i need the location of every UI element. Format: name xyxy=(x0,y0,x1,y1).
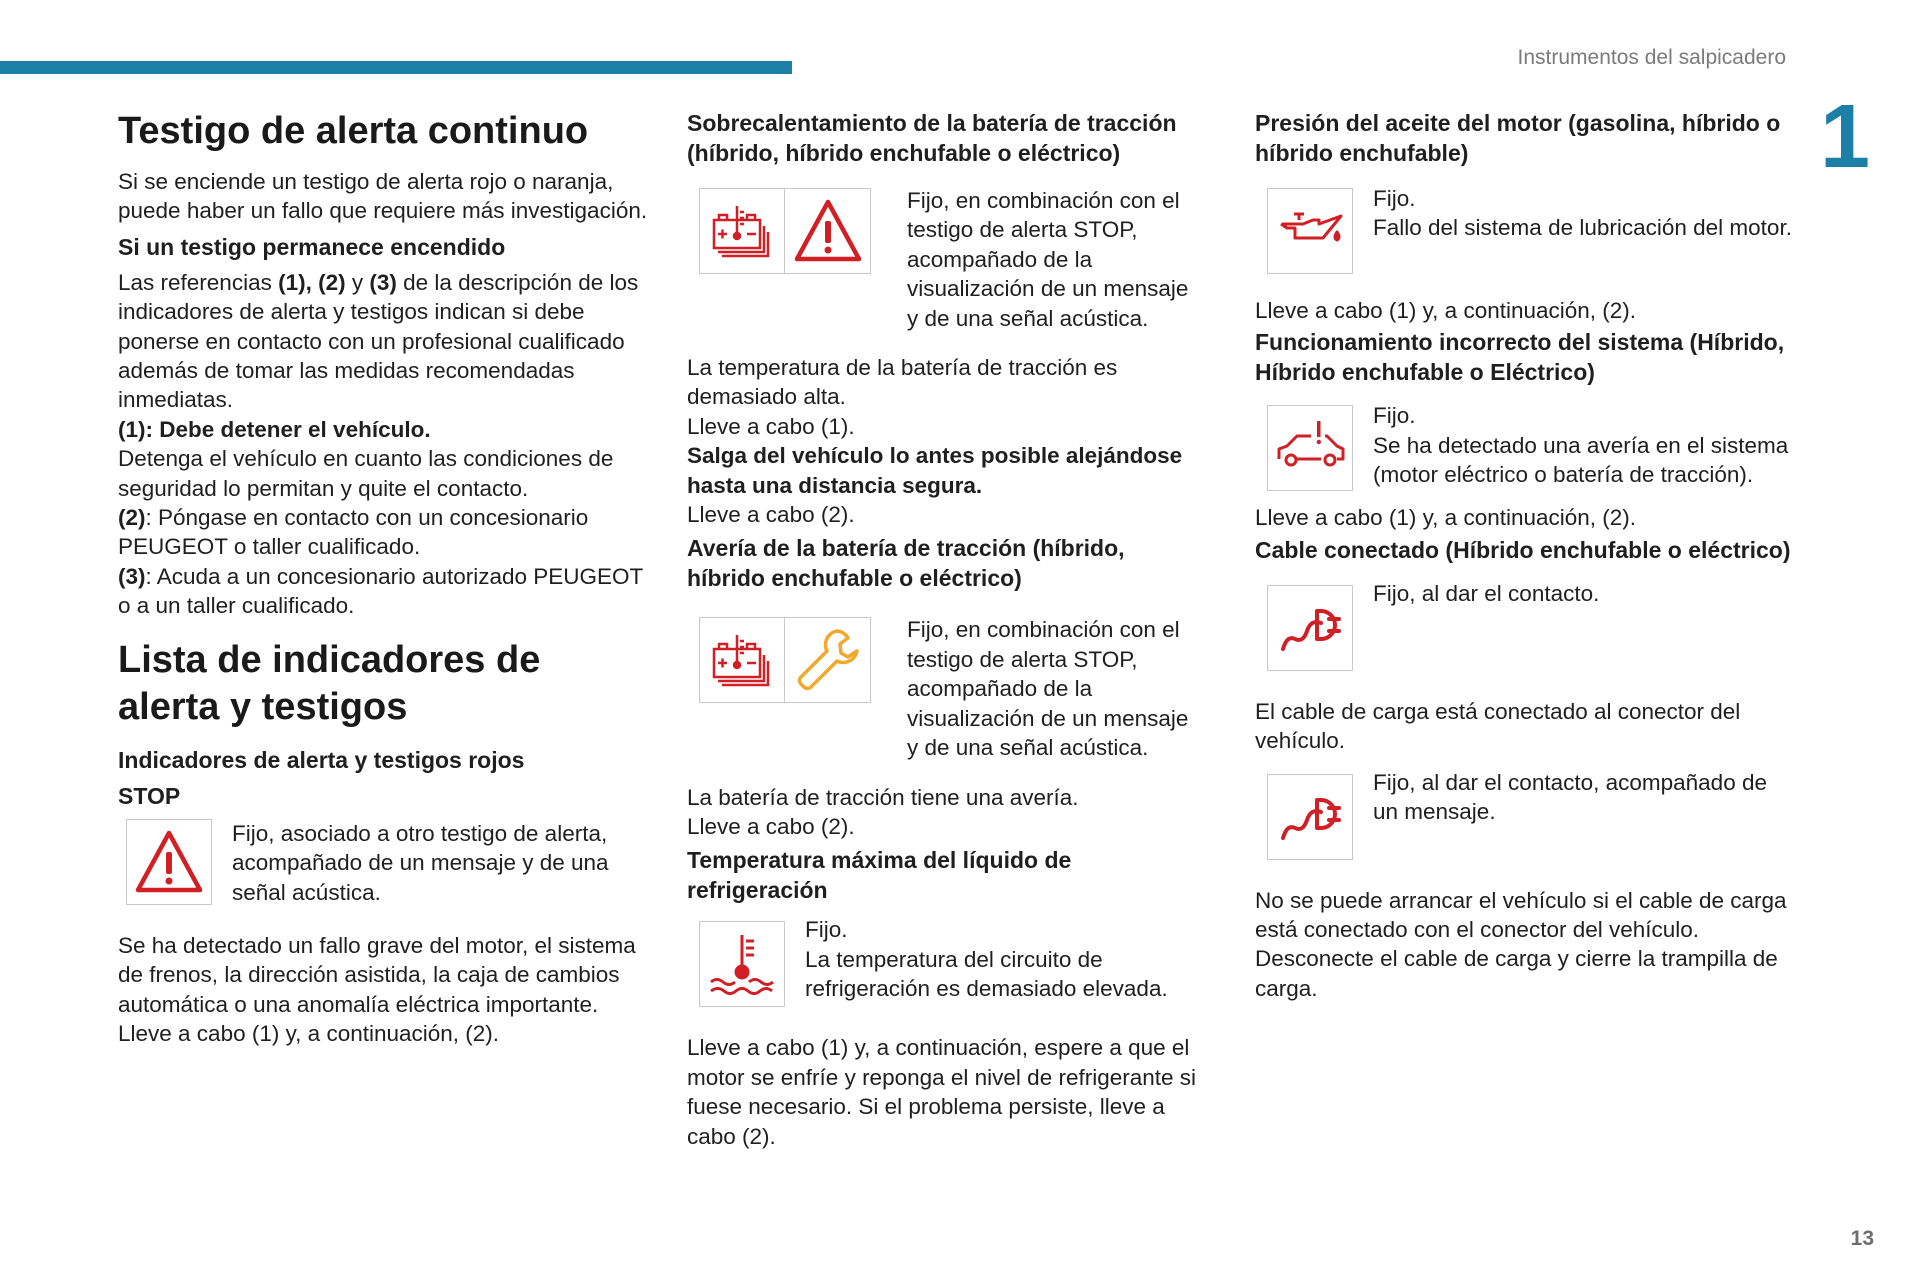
page-number: 13 xyxy=(1850,1227,1874,1250)
heading-battery-overheat: Sobrecalentamiento de la batería de tracción (híbrido, híbrido enchufable o eléctrico) xyxy=(687,110,1177,166)
battery-overheat-action1: Lleve a cabo (1). xyxy=(687,413,855,439)
column-right xyxy=(1255,108,1795,1003)
cable2-description: Fijo, al dar el contacto, acompañado de un mensaje. xyxy=(1373,769,1767,825)
coolant-description: La temperatura del circuito de refrigeración es demasiado elevada. xyxy=(805,946,1168,1002)
stop-warning-icon-2 xyxy=(785,188,871,274)
intro-paragraph: Si se enciende un testigo de alerta rojo o naranja, puede haber un fallo que requiere más investigación. xyxy=(118,169,648,224)
traction-battery-temp-icon-2 xyxy=(699,617,785,703)
battery-overheat-evacuate: Salga del vehículo lo antes posible alejándose hasta una distancia segura. xyxy=(687,443,1183,498)
heading-continuous-warning: Testigo de alerta continuo xyxy=(118,110,589,152)
references-paragraph: Las referencias (1), (2) y (3) de la descripción de los indicadores de alerta y testigos indican si debe ponerse en contacto con un profesional cualificado además de tomar las medidas recomendadas inmediatas. xyxy=(118,269,639,413)
battery-fault-text: La batería de tracción tiene una avería. xyxy=(687,784,1079,810)
system-fixed: Fijo. xyxy=(1373,403,1416,429)
cable-connected-block xyxy=(1255,580,1795,671)
header-accent-bar xyxy=(0,61,792,74)
stop-description: Fijo, asociado a otro testigo de alerta, acompañado de un mensaje y de una señal acústica. xyxy=(232,820,609,905)
heading-system-malfunction: Funcionamiento incorrecto del sistema (Híbrido, Híbrido enchufable o Eléctrico) xyxy=(1255,329,1785,386)
section-title: Instrumentos del salpicadero xyxy=(1517,46,1786,69)
stop-warning-block xyxy=(118,819,648,907)
stop-warning-icon xyxy=(126,819,212,905)
battery-fault-action: Lleve a cabo (2). xyxy=(687,813,855,839)
ref3-text: (3): Acuda a un concesionario autorizado PEUGEOT o a un taller cualificado. xyxy=(118,563,643,619)
subheading-red-indicators: Indicadores de alerta y testigos rojos xyxy=(118,746,525,773)
stop-action: Lleve a cabo (1) y, a continuación, (2). xyxy=(118,1021,500,1047)
battery-overheat-block xyxy=(687,188,1197,333)
oil-pressure-fixed: Fijo. xyxy=(1373,186,1416,211)
battery-fault-description: Fijo, en combinación con el testigo de alerta STOP, acompañado de la visualización de un mensaje y de una señal acústica. xyxy=(907,617,1189,761)
subheading-stop: STOP xyxy=(118,782,181,809)
cable2-instruction: Desconecte el cable de carga y cierre la trampilla de carga. xyxy=(1255,946,1778,1001)
vehicle-fault-icon xyxy=(1267,405,1353,491)
ref2-text: (2): Póngase en contacto con un concesionario PEUGEOT o taller cualificado. xyxy=(118,505,589,560)
system-action: Lleve a cabo (1) y, a continuación, (2). xyxy=(1255,505,1637,531)
battery-overheat-description: Fijo, en combinación con el testigo de alerta STOP, acompañado de la visualización de un mensaje y de una señal acústica. xyxy=(907,188,1189,331)
heading-battery-fault: Avería de la batería de tracción (híbrido, híbrido enchufable o eléctrico) xyxy=(687,535,1125,592)
coolant-fixed: Fijo. xyxy=(805,917,848,943)
cable-message-block xyxy=(1255,769,1795,860)
heading-oil-pressure: Presión del aceite del motor (gasolina, híbrido o híbrido enchufable) xyxy=(1255,110,1781,166)
cable1-description: Fijo, al dar el contacto. xyxy=(1373,580,1600,606)
battery-overheat-action2: Lleve a cabo (2). xyxy=(687,502,855,528)
heading-indicator-list: Lista de indicadores de alerta y testigos xyxy=(118,638,541,728)
subheading-stays-on: Si un testigo permanece encendido xyxy=(118,233,506,260)
coolant-action: Lleve a cabo (1) y, a continuación, espere a que el motor se enfríe y reponga el nivel de refrigerante si fuese necesario. Si el problema persiste, lleve a cabo (2). xyxy=(687,1035,1197,1149)
system-description: Se ha detectado una avería en el sistema (motor eléctrico o batería de tracción). xyxy=(1373,432,1789,488)
ref1-heading: (1): Debe detener el vehículo. xyxy=(118,416,431,442)
oil-pressure-action: Lleve a cabo (1) y, a continuación, (2). xyxy=(1255,298,1637,323)
chapter-number: 1 xyxy=(1820,87,1871,187)
system-malfunction-block xyxy=(1255,405,1795,491)
column-left xyxy=(118,108,648,1049)
traction-battery-temp-icon xyxy=(699,188,785,274)
battery-fault-block xyxy=(687,617,1197,762)
cable2-text: No se puede arrancar el vehículo si el cable de carga está conectado con el conector del vehículo. xyxy=(1255,887,1787,943)
charging-plug-icon-2 xyxy=(1267,774,1353,860)
battery-overheat-text: La temperatura de la batería de tracción es demasiado alta. xyxy=(687,355,1118,410)
ref1-text: Detenga el vehículo en cuanto las condiciones de seguridad lo permitan y quite el contacto. xyxy=(118,446,614,501)
oil-pressure-description: Fallo del sistema de lubricación del motor. xyxy=(1373,215,1792,241)
wrench-service-icon xyxy=(785,617,871,703)
heading-cable-connected: Cable conectado (Híbrido enchufable o eléctrico) xyxy=(1255,536,1791,563)
coolant-block xyxy=(687,917,1197,1007)
charging-plug-icon xyxy=(1267,585,1353,671)
coolant-temperature-icon xyxy=(699,921,785,1007)
oil-pressure-block xyxy=(1255,188,1795,274)
column-middle xyxy=(687,108,1197,1151)
stop-explanation: Se ha detectado un fallo grave del motor, el sistema de frenos, la dirección asistida, la caja de cambios automática o una anomalía eléctrica importante. xyxy=(118,932,636,1017)
cable1-text: El cable de carga está conectado al conector del vehículo. xyxy=(1255,698,1741,754)
heading-coolant-temp: Temperatura máxima del líquido de refrigeración xyxy=(687,847,1072,904)
oil-can-icon xyxy=(1267,188,1353,274)
